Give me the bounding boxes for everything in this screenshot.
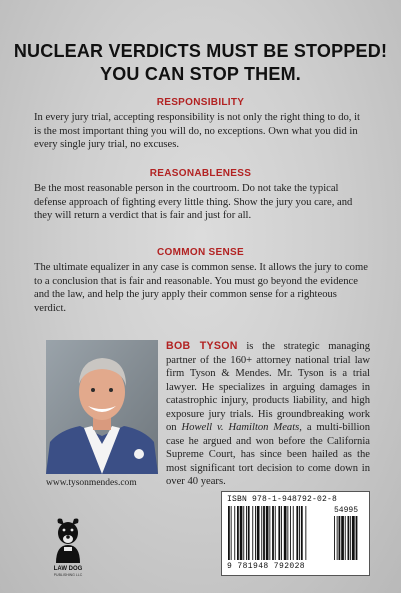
author-bio (166, 340, 370, 489)
barcode-bar (240, 506, 243, 560)
isbn-barcode (221, 491, 370, 576)
barcode-addon-bar (337, 516, 338, 560)
isbn-number: ISBN 978-1-948792-02-8 (227, 495, 338, 504)
barcode-addon-bar (348, 516, 350, 560)
section-heading-responsibility: RESPONSIBILITY (156, 97, 245, 108)
barcode-addon-bar (345, 516, 346, 560)
barcode-bar (287, 506, 288, 560)
barcode-bar (237, 506, 239, 560)
author-bio-text-1: is the strategic managing partner of the 160+ attorney national trial law firm Tyson & Mendes. Mr. Tyson is a trial lawyer. He specializes in arguing damages in catastrophic injury, products liability, and high exposure jury trials. His groundbreaking work on (166, 341, 370, 433)
author-photo (46, 340, 158, 474)
section-heading-reasonableness: REASONABLENESS (149, 168, 252, 179)
barcode-bar (293, 506, 294, 560)
barcode-bar (246, 506, 247, 560)
dog-icon (48, 515, 88, 565)
barcode-bar (275, 506, 276, 560)
barcode-bar (290, 506, 291, 560)
barcode-bar (278, 506, 280, 560)
publisher-logo (48, 515, 88, 565)
barcode-bar (263, 506, 265, 560)
headline (0, 40, 401, 86)
section-text-common-sense: The ultimate equalizer in any case is common sense. It allows the jury to come to a conclusion that is fair and reasonable. You must go beyond the evidence and the law, and help the jury apply their common sense for a righteous verdict. (34, 262, 368, 314)
barcode-price-code: 54995 (334, 506, 359, 515)
barcode-bar (261, 506, 262, 560)
barcode-addon-bar (341, 516, 344, 560)
section-heading-common-sense: COMMON SENSE (157, 247, 244, 258)
barcode-bar (284, 506, 287, 560)
barcode-bar (301, 506, 303, 560)
author-name: BOB TYSON (166, 340, 238, 352)
barcode-bar (269, 506, 270, 560)
barcode-addon-bar (352, 516, 355, 560)
barcode-bar (243, 506, 244, 560)
barcode-bar (299, 506, 300, 560)
headline-line-2: YOU CAN STOP THEM. (100, 64, 301, 84)
barcode-bar (296, 506, 298, 560)
barcode-bar (248, 506, 250, 560)
website-url: www.tysonmendes.com (46, 478, 137, 488)
barcode-bar (231, 506, 232, 560)
section-text-reasonableness: Be the most reasonable person in the courtroom. Do not take the typical defense approach of fighting every little thing. Show the jury you care, and they will return a verdict that is fair and just for all. (34, 183, 353, 222)
barcode-bar (234, 506, 235, 560)
barcode-addon-bar (339, 516, 341, 560)
publisher-name: LAW DOG (53, 566, 83, 572)
barcode-addon-bar (356, 516, 358, 560)
barcode-bars (226, 506, 366, 562)
barcode-addon-bar (334, 516, 335, 560)
section-text-responsibility: In every jury trial, accepting responsibility is not only the right thing to do, it is the most important thing you will do, no exceptions. Own what you did in every single jury trial, no excuses. (34, 112, 360, 151)
barcode-bar (228, 506, 230, 560)
barcode-bar (252, 506, 253, 560)
barcode-bar (266, 506, 269, 560)
barcode-bar (257, 506, 260, 560)
headline-line-1: NUCLEAR VERDICTS MUST BE STOPPED! (13, 41, 388, 61)
barcode-digits: 9 781948 792028 (227, 562, 306, 571)
barcode-bar (272, 506, 274, 560)
author-portrait-illustration (46, 340, 158, 474)
barcode-bar (281, 506, 282, 560)
barcode-addon-bar (350, 516, 351, 560)
barcode-bar (305, 506, 306, 560)
barcode-bar (255, 506, 256, 560)
publisher-subtitle: PUBLISHING LLC (53, 573, 83, 577)
author-bio-text-2: , a multi-billion case he argued and won before the California Supreme Court, has since been hailed as the most significant tort decision to come down in over 40 years. (166, 422, 370, 487)
author-bio-case-name: Howell v. Hamilton Meats (181, 422, 300, 433)
